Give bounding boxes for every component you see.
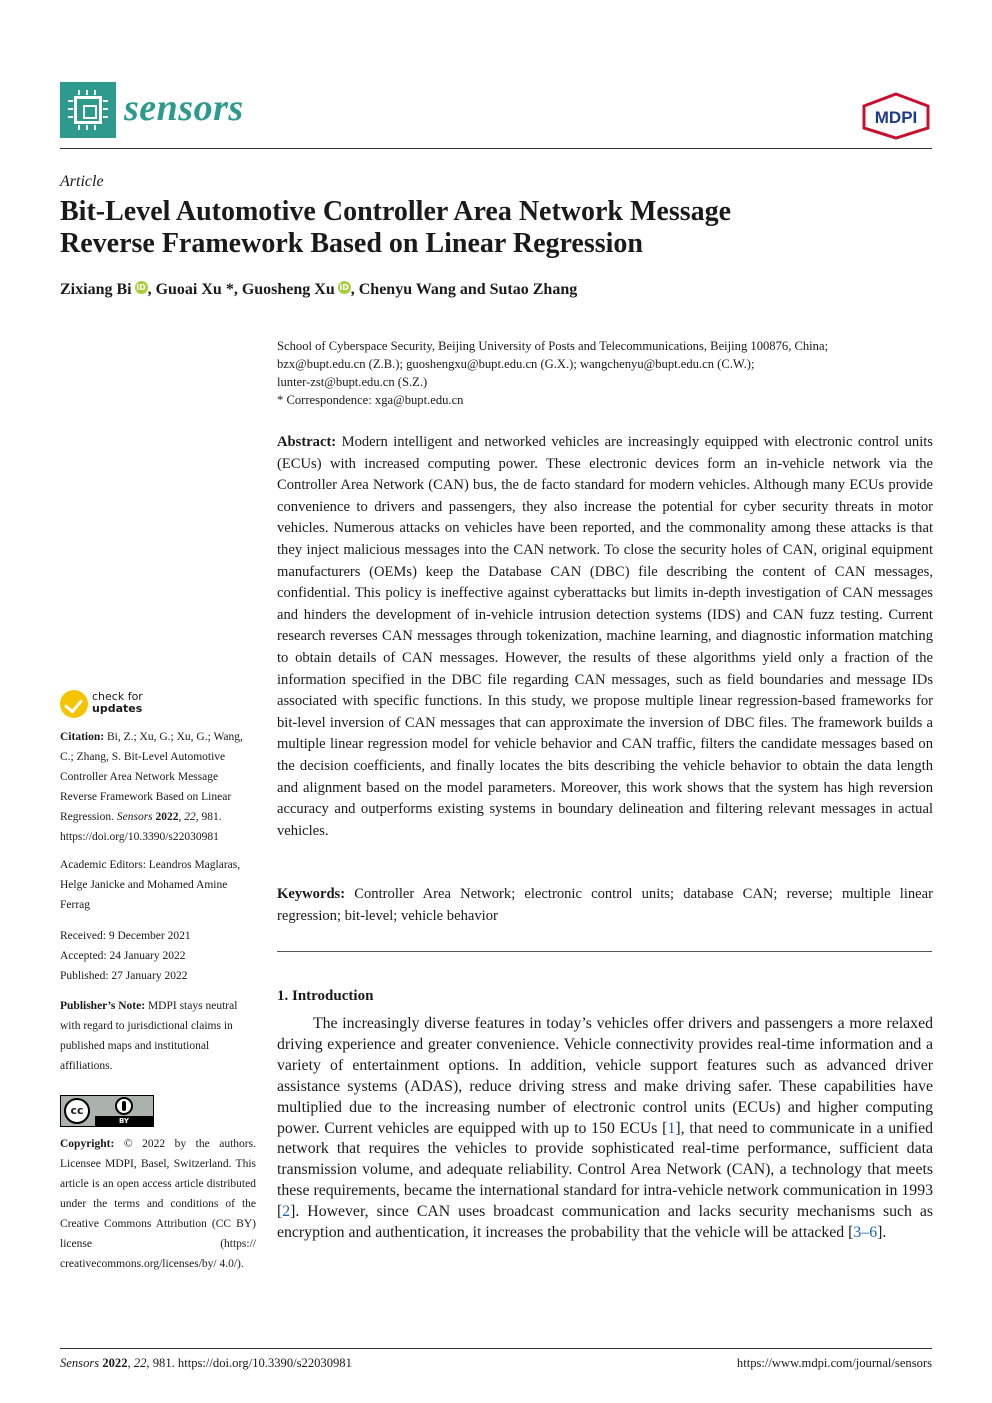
body-text: ]. <box>877 1224 887 1242</box>
publisher-note-text: MDPI stays neutral with regard to jurisdictional claims in published maps and institutional affiliations. <box>60 1000 238 1072</box>
footer-year: 2022 <box>99 1356 128 1370</box>
citation-block <box>60 727 256 847</box>
correspondence: * Correspondence: xga@bupt.edu.cn <box>277 393 464 407</box>
paper-title <box>60 196 930 260</box>
citation-volume: , 22 <box>178 811 196 823</box>
section-divider <box>277 951 932 952</box>
citation-doi[interactable]: , 981. https://doi.org/10.3390/s22030981 <box>60 811 222 843</box>
author-list <box>60 281 577 299</box>
mdpi-logo <box>860 92 932 140</box>
keywords <box>277 884 933 927</box>
author-name: , Chenyu Wang and Sutao Zhang <box>350 281 578 298</box>
published-date: Published: 27 January 2022 <box>60 970 188 982</box>
publisher-note-label: Publisher’s Note: <box>60 1000 146 1012</box>
citation-label: Citation: <box>60 731 105 743</box>
footer-volume: , 22 <box>127 1356 147 1370</box>
article-type: Article <box>60 173 104 190</box>
check-for-updates-line2: updates <box>92 702 143 715</box>
affiliations <box>277 337 937 409</box>
abstract <box>277 432 933 842</box>
affiliation-emails: bzx@bupt.edu.cn (Z.B.); guoshengxu@bupt.edu.cn (G.X.); wangchenyu@bupt.edu.cn (C.W.); <box>277 357 755 371</box>
keywords-label: Keywords: <box>277 886 346 902</box>
accepted-date: Accepted: 24 January 2022 <box>60 950 186 962</box>
copyright-label: Copyright: <box>60 1138 115 1150</box>
academic-editors: Academic Editors: Leandros Maglaras, Helge Janicke and Mohamed Amine Ferrag <box>60 859 241 911</box>
keywords-text: Controller Area Network; electronic control units; database CAN; reverse; multiple linear regression; bit-level; vehicle behavior <box>277 886 933 924</box>
check-for-updates-line1: check for <box>92 690 143 703</box>
citation-journal: Sensors <box>116 811 153 823</box>
header-divider <box>60 148 932 149</box>
citation-link[interactable]: 2 <box>282 1203 291 1221</box>
intro-paragraph <box>277 1014 933 1244</box>
body-text: ]. However, since CAN uses broadcast communication and lacks security mechanisms such as encryption and authentication, it increases the probability that the vehicle will be attacked [ <box>277 1203 933 1242</box>
abstract-label: Abstract: <box>277 434 337 450</box>
footer-doi[interactable]: , 981. https://doi.org/10.3390/s22030981 <box>146 1356 352 1370</box>
footer-divider <box>60 1348 932 1349</box>
publisher-note <box>60 996 256 1076</box>
body-text: The increasingly diverse features in today’s vehicles offer drivers and passengers a more relaxed driving experience and greater convenience. Vehicle connectivity provides real-time information and a variety of entertainment options. In addition, vehicle support features such as advanced driver assistance systems (ADAS), reduce driving stress and make driving safer. These capabilities have multiplied due to the increasing number of electronic control units (ECUs) and higher computing power. Current vehicles are equipped with up to 150 ECUs [ <box>277 1015 933 1137</box>
copyright-text: © 2022 by the authors. Licensee MDPI, Basel, Switzerland. This article is an open access article distributed under the terms and conditions of the Creative Commons Attribution (CC BY) license (https:// creativecommons.org/licenses/by/ 4.0/). <box>60 1138 256 1270</box>
citation-year: 2022 <box>152 811 179 823</box>
section-heading: 1. Introduction <box>277 988 374 1004</box>
journal-logo-icon <box>60 82 116 138</box>
footer-url[interactable]: https://www.mdpi.com/journal/sensors <box>736 1356 932 1370</box>
orcid-icon[interactable]: iD <box>136 283 146 292</box>
orcid-icon[interactable]: iD <box>339 283 349 292</box>
by-label: BY <box>95 1116 153 1126</box>
mdpi-logo-text: MDPI <box>874 108 918 127</box>
attribution-icon <box>115 1097 133 1115</box>
affiliation-emails: lunter-zst@bupt.edu.cn (S.Z.) <box>277 375 428 389</box>
dates <box>60 926 256 986</box>
abstract-text: Modern intelligent and networked vehicles are increasingly equipped with electronic control units (ECUs) with increased computing power. These electronic devices form an in-vehicle network via the Controller Area Network (CAN) bus, the de facto standard for modern vehicles. Although many ECUs provide convenience to drivers and passengers, they also increase the potential for cyber security threats in motor vehicles. Numerous attacks on vehicles have been reported, and the commonality among these attacks is that they inject malicious messages into the CAN network. To close the security holes of CAN, original equipment manufacturers (OEMs) keep the Database CAN (DBC) file describing the content of CAN messages, confidential. This policy is ineffective against cyberattacks but limits in-depth investigation of CAN messages and hinders the development of in-vehicle intrusion detection systems (IDS) and CAN fuzz testing. Current research reverses CAN messages through tokenization, machine learning, and diagnostic information matching to obtain details of CAN messages. However, the results of these algorithms yield only a fraction of the information specified in the DBC file regarding CAN messages, such as field boundaries and message IDs associated with specific functions. In this study, we propose multiple linear regression-based frameworks for bit-level inversion of CAN messages that can approximate the inversion of DBC files. The framework builds a multiple linear regression model for vehicle behavior and CAN traffic, filters the candidate messages based on the decision coefficients, and finally locates the bits describing the vehicle behavior to obtain the data length and alignment based on the model parameters. Moreover, this work shows that the system has high reversion accuracy and outperforms existing systems in boundary delineation and filtering relevant messages in actual vehicles. <box>277 434 933 839</box>
copyright-block <box>60 1134 256 1274</box>
cc-by-license-badge[interactable] <box>60 1095 154 1127</box>
citation-link[interactable]: 1 <box>667 1119 676 1137</box>
check-for-updates-icon[interactable] <box>60 690 88 718</box>
received-date: Received: 9 December 2021 <box>60 930 191 942</box>
cc-icon: cc <box>64 1098 90 1124</box>
footer-citation <box>60 1356 352 1371</box>
journal-name: sensors <box>124 87 244 129</box>
check-for-updates[interactable] <box>92 691 143 715</box>
author-name: Zixiang Bi <box>60 281 132 298</box>
citation-text: Bi, Z.; Xu, G.; Xu, G.; Wang, C.; Zhang, S. Bit-Level Automotive Controller Area Network Message Reverse Framework Based on Linear Regression. <box>60 731 243 823</box>
footer-journal: Sensors <box>60 1356 100 1370</box>
affiliation-line: School of Cyberspace Security, Beijing University of Posts and Telecommunications, Beijing 100876, China; <box>277 339 829 353</box>
title-line-2: Reverse Framework Based on Linear Regression <box>60 228 643 259</box>
author-name: , Guoai Xu *, Guosheng Xu <box>147 281 335 298</box>
citation-link[interactable]: 3–6 <box>853 1224 878 1242</box>
title-line-1: Bit-Level Automotive Controller Area Network Message <box>60 196 732 227</box>
body-text: ], that need to communicate in a unified network that requires the vehicles to provide sophisticated real-time performance, sufficient data transmission volume, and adequate reliability. Control Area Network (CAN), a technology that meets these requirements, became the international standard for intra-vehicle network communication in 1993 [ <box>277 1119 933 1221</box>
